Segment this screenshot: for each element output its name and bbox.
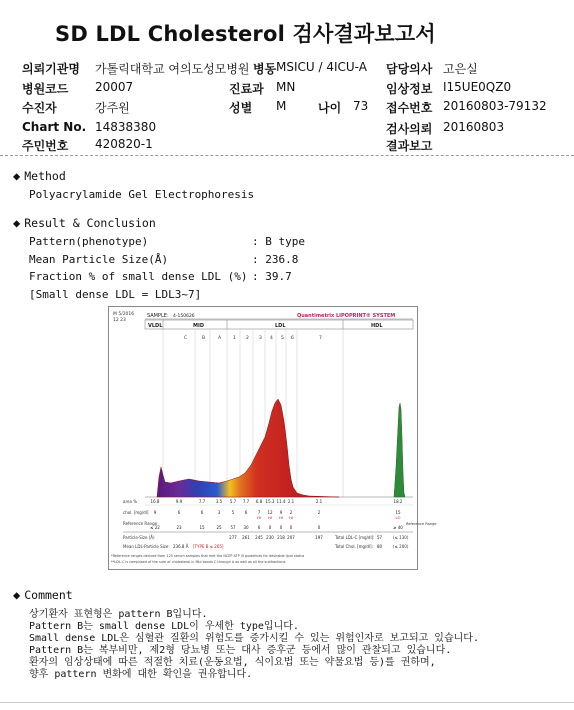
- band-group-vldl: VLDL: [148, 323, 163, 329]
- ref-value: 0: [268, 525, 272, 530]
- particle-size-value: 197: [315, 535, 323, 540]
- sample-label: SAMPLE:: [147, 313, 169, 319]
- area-value: 16.8: [150, 499, 160, 504]
- ref-value: ≤ 22: [150, 525, 160, 530]
- particle-size-row-label: Particle-Size (Å): [123, 535, 155, 540]
- result-heading: Result & Conclusion: [24, 216, 156, 230]
- comment-line: Pattern B는 복부비만, 제2형 당뇨병 또는 대사 증후군 등에서 많이 관찰되고 있습니다.: [29, 645, 452, 656]
- area-value: 15.3: [265, 499, 275, 504]
- chol-value: 6: [200, 510, 204, 515]
- hospital-code-label: 병원코드: [22, 82, 69, 96]
- chol-value: 2: [317, 510, 321, 515]
- particle-size-value: 207: [287, 535, 295, 540]
- age-value: 73: [353, 99, 369, 113]
- receipt-value: 20160803-79132: [443, 99, 547, 113]
- chol-value: 6: [244, 510, 248, 515]
- comment-section: [13, 588, 73, 602]
- ref-value: 23: [176, 525, 182, 530]
- total-ldl-ref: (≤ 130): [393, 535, 409, 540]
- small-dense-note: [Small dense LDL = LDL3~7]: [29, 288, 202, 301]
- area-value: 5.7: [229, 499, 237, 504]
- age-label: 나이: [318, 101, 342, 115]
- particle-size-label: Mean Particle Size(Å): [29, 253, 169, 266]
- request-date-value: 20160803: [443, 120, 505, 134]
- comment-line: 향후 pattern 변화에 대한 확인을 권유합니다.: [29, 669, 253, 680]
- diamond-bullet-icon: ◆: [13, 588, 21, 602]
- total-chol-label: Total Chol. [mg/dl]:: [335, 544, 373, 549]
- total-ldl-value: 57: [377, 535, 383, 540]
- comment-heading: Comment: [24, 588, 73, 602]
- resident-no-value: 420820-1: [95, 137, 153, 151]
- hi-flag: HI: [289, 515, 293, 520]
- method-heading: Method: [24, 169, 66, 183]
- doctor-value: 고은실: [443, 62, 478, 76]
- band-letter: 1: [233, 336, 236, 341]
- ref-value: 0: [289, 525, 293, 530]
- particle-size-value: 218: [277, 535, 285, 540]
- sex-value: M: [276, 99, 287, 113]
- hdl-peak: [394, 403, 405, 497]
- area-value: 11.4: [276, 499, 286, 504]
- chol-value: 6: [177, 510, 181, 515]
- comment-line: 환자의 임상상태에 따른 적절한 치료(운동요법, 식이요법 또는 약물요법 등)를 권하며,: [29, 657, 436, 668]
- band-letter: A: [218, 336, 222, 341]
- comment-line: Pattern B는 small dense LDL이 우세한 type입니다.: [29, 621, 299, 632]
- ref-value: 15: [199, 525, 205, 530]
- chol-value: 9: [153, 510, 157, 515]
- area-value: 6.8: [255, 499, 263, 504]
- ref-value: 6: [257, 525, 261, 530]
- gel-electrophoresis-report: [108, 306, 437, 570]
- total-chol-ref: (≤ 200): [393, 544, 409, 549]
- chart-no-value: 14838380: [95, 120, 157, 134]
- receipt-label: 접수번호: [386, 101, 433, 115]
- chol-value: 12: [267, 510, 273, 515]
- ward-value: MSICU / 4ICU-A: [276, 60, 367, 74]
- report-title: SD LDL Cholesterol 검사결과보고서: [55, 22, 436, 46]
- id-line-2: 12 23: [113, 318, 126, 323]
- ref-value: ≥ 40: [393, 525, 403, 530]
- band-letter: 2: [246, 336, 249, 341]
- diamond-bullet-icon: ◆: [13, 169, 21, 183]
- fraction-label: Fraction % of small dense LDL (%): [29, 270, 248, 283]
- ref-value: 0: [317, 525, 321, 530]
- chol-row-label: chol. [mg/dl]: [123, 510, 149, 515]
- ward-label: 병동: [253, 62, 277, 76]
- ref-value: 0: [279, 525, 283, 530]
- band-letter: 3: [259, 336, 262, 341]
- band-letter: 4: [270, 336, 273, 341]
- patient-label: 수진자: [22, 101, 57, 115]
- comment-line: 상기환자 표현형은 pattern B입니다.: [29, 609, 208, 620]
- sample-id: 4-150626: [173, 314, 195, 319]
- clinical-info-label: 임상정보: [386, 82, 433, 96]
- brand-logo: Quantimetrix LIPOPRINT® SYSTEM: [297, 313, 396, 319]
- chol-value: 5: [231, 510, 235, 515]
- id-line-1: M 5/2016: [113, 312, 135, 317]
- band-group-ldl: LDL: [275, 323, 286, 329]
- electrophoresis-graph: [109, 307, 437, 569]
- band-letter: C: [184, 336, 188, 341]
- particle-size-value: : 236.8: [252, 253, 299, 266]
- pattern-value: : B type: [252, 235, 305, 248]
- band-letter: 7: [319, 336, 322, 341]
- sex-label: 성별: [229, 101, 253, 115]
- hospital-code-value: 20007: [95, 80, 134, 94]
- chart-no-label: Chart No.: [22, 120, 87, 134]
- report-result-label: 결과보고: [386, 139, 433, 153]
- clinical-info-value: I15UE0QZ0: [443, 80, 512, 94]
- lipoprotein-spectrum: [157, 399, 339, 497]
- area-row-label: area %: [123, 499, 137, 504]
- particle-size-value: 261: [242, 535, 250, 540]
- band-group-mid: MID: [193, 323, 204, 329]
- resident-no-label: 주민번호: [22, 139, 69, 153]
- result-section: [13, 216, 156, 230]
- method-text: Polyacrylamide Gel Electrophoresis: [29, 188, 255, 201]
- method-section: [13, 169, 66, 183]
- chol-value: 3: [217, 510, 221, 515]
- institution-label: 의뢰기관명: [22, 62, 80, 76]
- area-value: 2.1: [315, 499, 323, 504]
- fraction-value: : 39.7: [252, 270, 292, 283]
- mean-size-value: 236.8 Å: [173, 544, 189, 549]
- dept-label: 진료과: [229, 82, 264, 96]
- area-value: 18.2: [393, 499, 403, 504]
- band-letter: 5: [281, 336, 284, 341]
- institution-value: 가톨릭대학교 여의도성모병원: [95, 62, 250, 76]
- chol-value: 9: [279, 510, 283, 515]
- chol-value: 7: [257, 510, 261, 515]
- pattern-label: Pattern(phenotype): [29, 235, 149, 248]
- ref-value: 30: [243, 525, 249, 530]
- total-ldl-label: Total LDL-C [mg/dl]:: [335, 535, 375, 540]
- hi-flag: HI: [268, 515, 272, 520]
- ref-value: 57: [230, 525, 236, 530]
- band-letter: B: [202, 336, 206, 341]
- bottom-rule: [0, 702, 574, 703]
- hi-flag: HI: [257, 515, 261, 520]
- dept-value: MN: [276, 80, 296, 94]
- chol-value: 2: [289, 510, 293, 515]
- area-value: 2.1: [287, 499, 295, 504]
- particle-size-value: 245: [255, 535, 263, 540]
- lo-flag: LO: [395, 515, 401, 520]
- comment-line: Small dense LDL은 심혈관 질환의 위험도를 증가시킬 수 있는 위험인자로 보고되고 있습니다.: [29, 633, 479, 644]
- chol-value: 15: [395, 510, 401, 515]
- area-value: 9.9: [175, 499, 183, 504]
- area-value: 7.7: [198, 499, 206, 504]
- particle-size-value: 230: [266, 535, 274, 540]
- mean-size-label: Mean LDL-Particle Size:: [123, 544, 170, 549]
- request-date-label: 검사의뢰: [386, 122, 433, 136]
- type-text: [TYPE B ≤ 265]: [193, 544, 224, 549]
- band-group-hdl: HDL: [371, 323, 383, 329]
- ref-row-label: Reference Range: [123, 521, 158, 526]
- doctor-label: 담당의사: [386, 62, 433, 76]
- header-divider: [0, 155, 574, 156]
- band-letter: 6: [291, 336, 294, 341]
- area-value: 7.7: [242, 499, 250, 504]
- patient-value: 강주원: [95, 101, 130, 115]
- diamond-bullet-icon: ◆: [13, 216, 21, 230]
- particle-size-value: 277: [229, 535, 237, 540]
- hi-flag: HI: [279, 515, 283, 520]
- total-chol-value: 80: [377, 544, 383, 549]
- ref-value: 25: [216, 525, 222, 530]
- footnote-2: **LDL-C is comprised of the sum of cholesterol in Mid bands C through A as well as all the subfractions: [111, 560, 286, 564]
- footnote-1: *Reference ranges derived from 125 serum samples that met the NCEP ATP III guidelines for desirable lipid status: [111, 554, 305, 558]
- ref-right-label: Reference Range: [406, 522, 437, 526]
- area-value: 3.5: [215, 499, 223, 504]
